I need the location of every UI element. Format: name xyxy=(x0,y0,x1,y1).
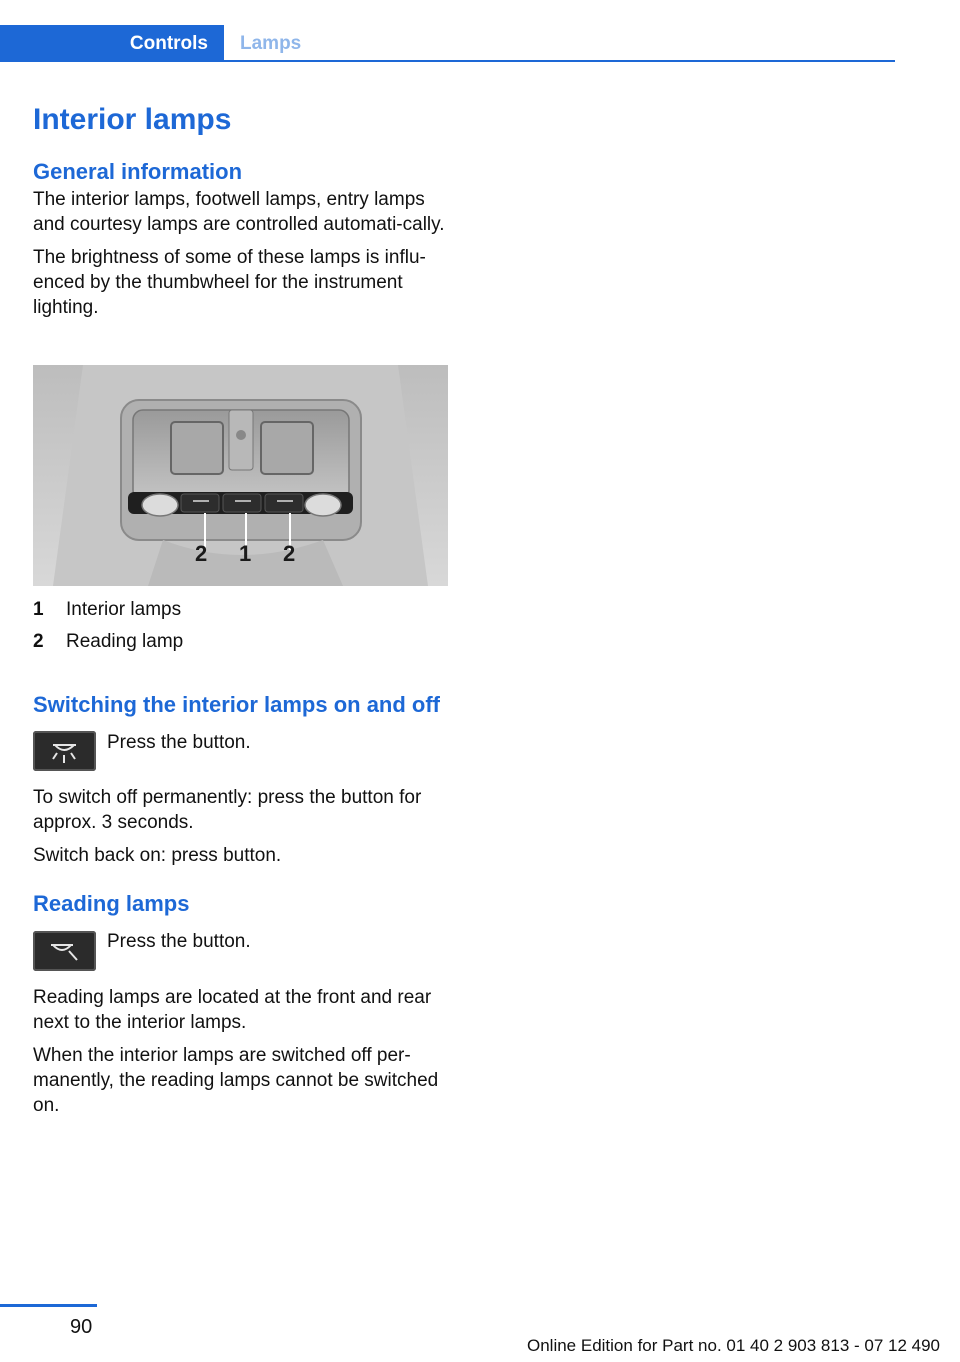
switching-heading: Switching the interior lamps on and off xyxy=(33,692,441,717)
footer-divider xyxy=(0,1304,97,1307)
switching-para-2: Switch back on: press button. xyxy=(33,845,282,866)
reading-light-icon xyxy=(33,931,96,971)
tab-controls[interactable] xyxy=(0,25,224,60)
general-info-para-2: The brightness of some of these lamps is influ‐enced by the thumbwheel for the instrument lighting. xyxy=(33,247,426,318)
interior-light-icon xyxy=(33,731,96,771)
reading-para-2: When the interior lamps are switched off per‐manently, the reading lamps cannot be switched on. xyxy=(33,1045,439,1116)
header-divider xyxy=(0,60,895,62)
general-info-para-1: The interior lamps, footwell lamps, entry lamps and courtesy lamps are controlled automati‐cally. xyxy=(33,189,445,235)
legend-number: 2 xyxy=(33,631,44,652)
switching-press-text: Press the button. xyxy=(107,732,251,753)
callout-right: 2 xyxy=(283,541,296,566)
legend-number: 1 xyxy=(33,599,44,620)
intro-section xyxy=(33,100,451,320)
page-number: 90 xyxy=(70,1316,93,1338)
figure-legend xyxy=(33,596,451,660)
edition-text: Online Edition for Part no. 01 40 2 903 813 - 07 12 490 xyxy=(527,1336,941,1355)
page-title: Interior lamps xyxy=(33,103,232,136)
legend-item xyxy=(33,596,451,628)
reading-para-1: Reading lamps are located at the front and rear next to the interior lamps. xyxy=(33,987,432,1033)
callout-center: 1 xyxy=(239,541,252,566)
reading-lamps-heading: Reading lamps xyxy=(33,891,190,916)
tab-lamps[interactable]: Lamps xyxy=(240,33,302,54)
tab-controls-label: Controls xyxy=(129,33,208,54)
legend-label: Reading lamp xyxy=(66,631,184,652)
switching-para-1: To switch off permanently: press the button for approx. 3 seconds. xyxy=(33,787,422,833)
interior-lamp-button-icon xyxy=(33,731,96,771)
legend-item xyxy=(33,628,451,660)
legend-label: Interior lamps xyxy=(66,599,182,620)
overhead-console-figure xyxy=(33,365,448,586)
reading-lamp-button-icon xyxy=(33,931,96,971)
header-tab-bar xyxy=(0,25,895,62)
general-info-heading: General information xyxy=(33,159,243,184)
callout-left: 2 xyxy=(195,541,208,566)
reading-press-text: Press the button. xyxy=(107,931,251,952)
